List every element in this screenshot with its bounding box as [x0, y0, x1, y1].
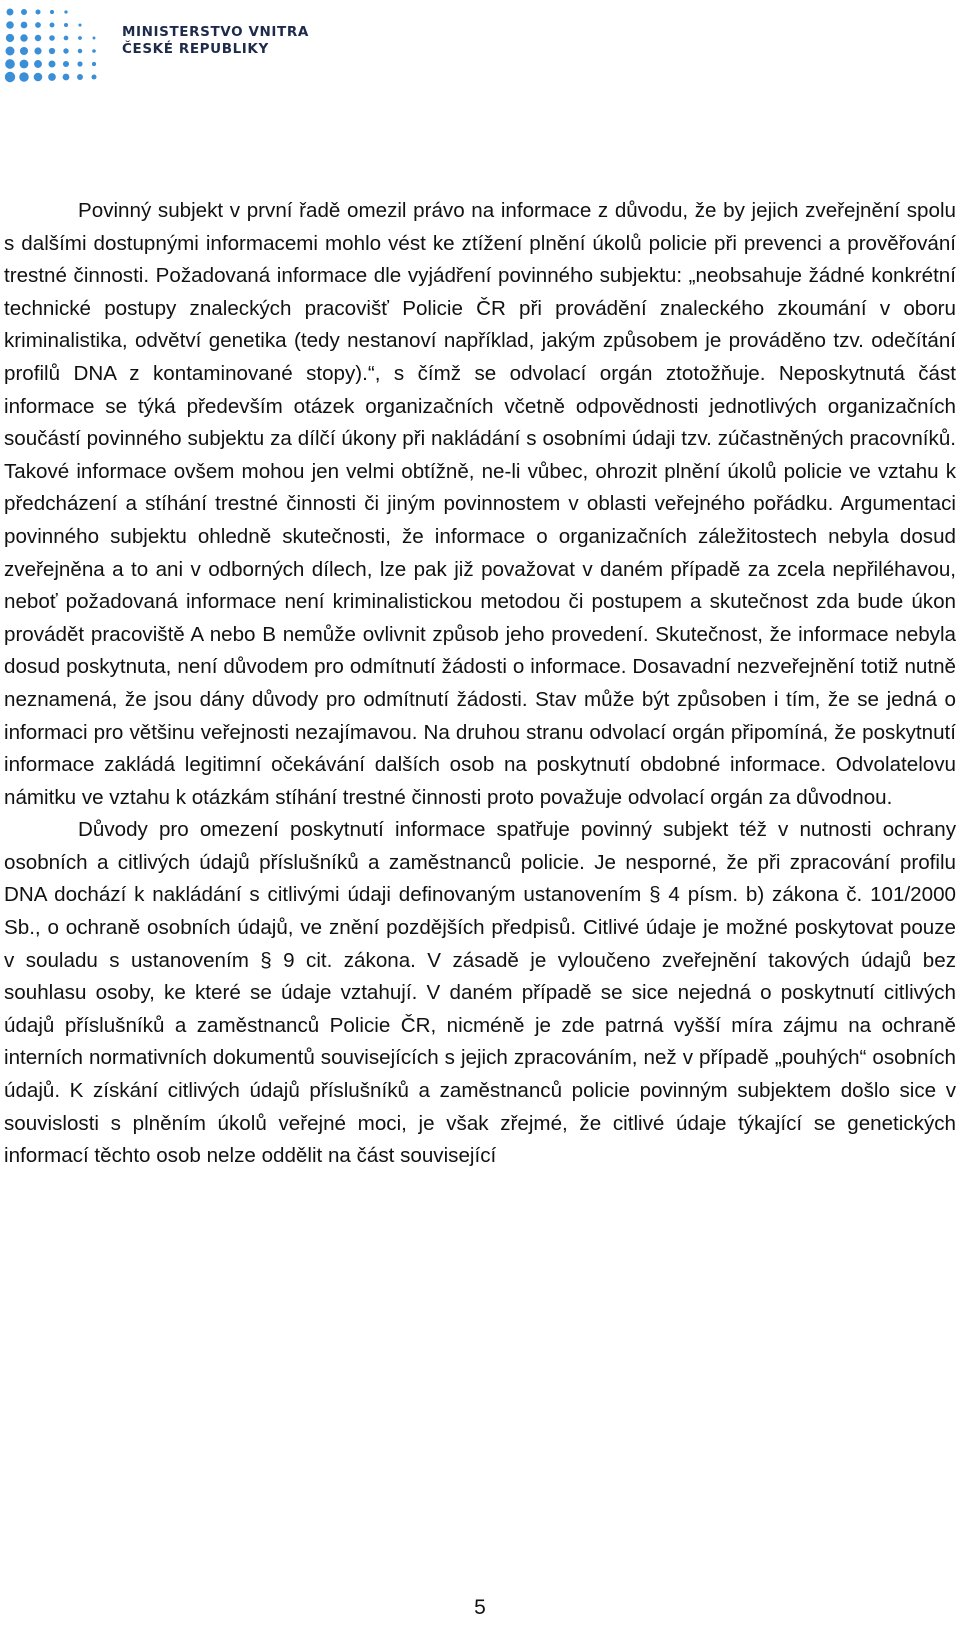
- logo-dot: [34, 47, 41, 54]
- logo-line-2: ČESKÉ REPUBLIKY: [122, 41, 269, 57]
- logo-dot: [78, 23, 81, 26]
- logo-dot: [92, 75, 97, 80]
- logo-dot: [64, 23, 68, 27]
- logo-dot: [35, 35, 42, 42]
- logo-dot: [35, 9, 40, 14]
- logo-dot: [7, 9, 14, 16]
- logo-dot: [77, 61, 82, 66]
- logo-dot: [20, 47, 28, 55]
- logo-dot: [6, 21, 14, 29]
- logo-dot: [21, 22, 28, 29]
- logo-line-1: MINISTERSTVO VNITRA: [122, 24, 309, 40]
- logo-dot: [5, 59, 15, 69]
- logo-dot: [5, 72, 15, 82]
- logo-dot: [92, 49, 96, 53]
- logo-dot: [49, 35, 55, 41]
- logo-dot: [6, 34, 14, 42]
- logo-dot: [19, 72, 29, 82]
- body-paragraph-2: Důvody pro omezení poskytnutí informace spatřuje povinný subjekt též v nutnosti ochrany osobních a citlivých údajů příslušníků a zaměstnanců policie. Je nesporné, že při zpracování profilu DNA dochází k nakládání s citlivými údaji definovaným ustanovením § 4 písm. b) zákona č. 101/2000 Sb., o ochraně osobních údajů, ve znění pozdějších předpisů. Citlivé údaje je možné poskytovat pouze v souladu s ustanovením § 9 cit. zákona. V zásadě je vyloučeno zveřejnění takových údajů bez souhlasu osoby, ke které se údaje vztahují. V daném případě se sice nejedná o poskytnutí citlivých údajů příslušníků a zaměstnanců Policie ČR, nicméně je zde patrná vyšší míra zájmu na ochraně interních normativních dokumentů souvisejících s jejich zpracováním, než v případě „pouhých“ osobních údajů. K získání citlivých údajů příslušníků a zaměstnanců policie povinným subjektem došlo sice v souvislosti s plněním úkolů veřejné moci, je však zřejmé, že citlivé údaje týkající se genetických informací těchto osob nelze oddělit na část související: [4, 818, 956, 1168]
- page-number: 5: [474, 1596, 486, 1619]
- logo-dot: [20, 60, 29, 69]
- logo-dot: [64, 10, 67, 13]
- logo-dot: [78, 36, 82, 40]
- logo-dot: [20, 34, 27, 41]
- logo-dot: [93, 37, 96, 40]
- body-paragraph-1: Povinný subjekt v první řadě omezil právo na informace z důvodu, že by jejich zveřejnění spolu s dalšími dostupnými informacemi mohlo vést ke ztížení plnění úkolů policie při prevenci a prověřování trestné činnosti. Požadovaná informace dle vyjádření povinného subjektu: „neobsahuje žádné konkrétní technické postupy znaleckých pracovišť Policie ČR při provádění znaleckého zkoumání v oboru kriminalistika, odvětví genetika (tedy nestanoví například, jakým způsobem je prováděno tzv. odečítání profilů DNA z kontaminované stopy).“, s čímž se odvolací orgán ztotožňuje. Neposkytnutá část informace se týká především otázek organizačních včetně odpovědnosti jednotlivých organizačních součástí povinného subjektu za dílčí úkony při nakládání s osobními údaji tzv. zúčastněných pracovníků. Takové informace ovšem mohou jen velmi obtížně, ne-li vůbec, ohrozit plnění úkolů policie ve vztahu k předcházení a stíhání trestné činnosti či jiným povinnostem v oblasti veřejného pořádku. Argumentaci povinného subjektu ohledně skutečnosti, že informace o organizačních záležitostech nebyla dosud zveřejněna a to ani v odborných dílech, lze pak již považovat v daném případě za zcela nepřiléhavou, neboť požadovaná informace není kriminalistickou metodou či postupem a skutečnost zda bude úkon provádět pracoviště A nebo B nemůže ovlivnit způsob jeho provedení. Skutečnost, že informace nebyla dosud poskytnuta, není důvodem pro odmítnutí žádosti o informace. Dosavadní nezveřejnění totiž nutně neznamená, že jsou dány důvody pro odmítnutí žádosti. Stav může být způsoben i tím, že se jedná o informaci pro většinu veřejnosti nezajímavou. Na druhou stranu odvolací orgán připomíná, že poskytnutí informace zakládá legitimní očekávání dalších osob na poskytnutí obdobné informace. Odvolatelovu námitku ve vztahu k otázkám stíhání trestné činnosti proto považuje odvolací orgán za důvodnou.: [4, 199, 956, 809]
- logo-text: [122, 24, 309, 58]
- document-body: [4, 195, 956, 1173]
- logo-dot: [34, 73, 43, 82]
- logo-dot: [63, 61, 69, 67]
- logo-dot: [49, 61, 56, 68]
- logo-dot: [64, 36, 69, 41]
- logo-dot: [92, 62, 96, 66]
- logo-dot: [50, 10, 54, 14]
- logo-dot: [35, 22, 41, 28]
- logo-dot: [78, 49, 83, 54]
- logo-dot: [49, 48, 55, 54]
- logo-dot: [63, 48, 68, 53]
- logo-dot: [21, 9, 27, 15]
- logo-dot: [6, 47, 15, 56]
- logo-dot-grid-icon: [0, 0, 112, 88]
- logo-dot: [50, 23, 55, 28]
- ministry-logo: [0, 0, 310, 88]
- logo-dot: [48, 73, 56, 81]
- logo-dot: [63, 74, 70, 81]
- logo-dot: [34, 60, 42, 68]
- logo-dot: [77, 74, 83, 80]
